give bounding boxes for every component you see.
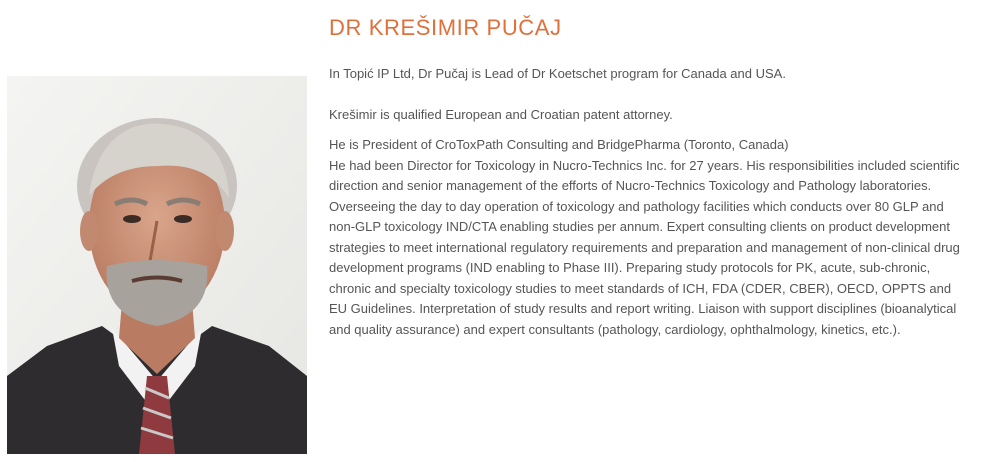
profile-content	[329, 14, 969, 340]
bio-paragraph: He is President of CroToxPath Consulting and BridgePharma (Toronto, Canada)	[329, 137, 789, 152]
portrait-image	[7, 76, 307, 454]
bio-paragraph: Krešimir is qualified European and Croatian patent attorney.	[329, 106, 673, 122]
bio-paragraph: He had been Director for Toxicology in Nucro-Technics Inc. for 27 years. His responsibilities included scientific direction and senior management of the efforts of Nucro-Technics Toxicology and Pathology laboratories. Overseeing the day to day operation of toxicology and pathology facilities which conducts over 80 GLP and non-GLP toxicology IND/CTA enabling studies per annum. Expert consulting clients on product development strategies to meet international regulatory requirements and preparation and management of non-clinical drug development programs (IND enabling to Phase III). Preparing study protocols for PK, acute, sub-chronic, chronic and specialty toxicology studies to meet standards of ICH, FDA (CDER, CBER), OECD, OPPTS and EU Guidelines. Interpretation of study results and report writing. Liaison with support disciplines (bioanalytical and quality assurance) and expert consultants (pathology, cardiology, ophthalmology, kinetics, etc.).	[329, 157, 960, 337]
profile-photo	[7, 76, 307, 454]
profile-name: DR KREŠIMIR PUČAJ	[329, 15, 562, 40]
bio-paragraph: In Topić IP Ltd, Dr Pučaj is Lead of Dr Koetschet program for Canada and USA.	[329, 66, 786, 81]
